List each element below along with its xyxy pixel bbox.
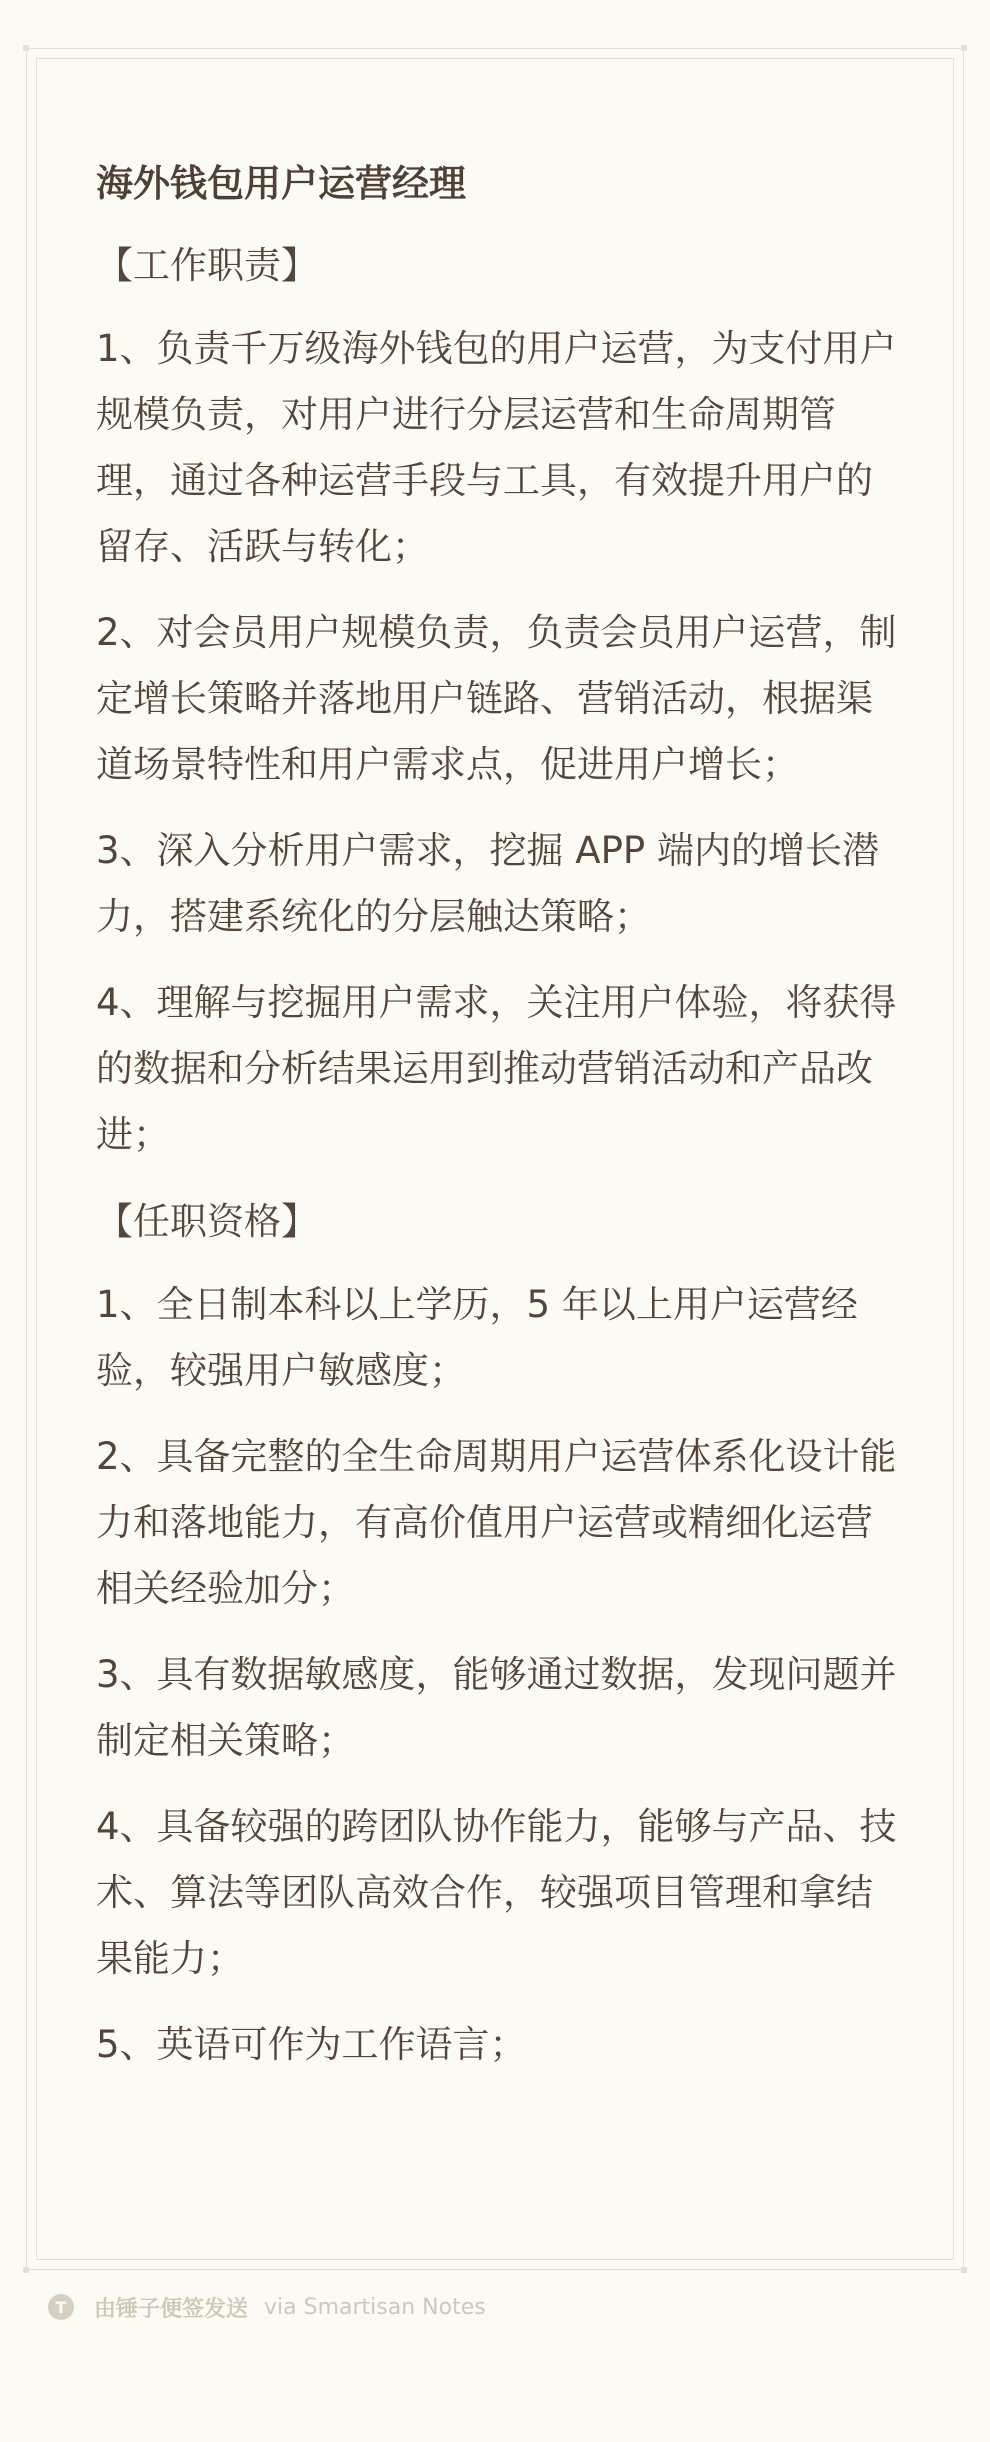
footer-via-label: via Smartisan Notes <box>264 2294 486 2320</box>
qualifications-heading: 【任职资格】 <box>96 1200 318 1243</box>
footer-sent-label: 由锤子便签发送 <box>94 2296 249 2322</box>
responsibility-item: 1、负责千万级海外钱包的用户运营，为支付用户规模负责，对用户进行分层运营和生命周期管理，通过各种运营手段与工具，有效提升用户的留存、活跃与转化； <box>96 327 897 568</box>
frame-corner-bottom-right <box>961 2267 967 2273</box>
smartisan-notes-icon: T <box>48 2294 74 2320</box>
responsibilities-list <box>96 316 906 1168</box>
qualification-item: 1、全日制本科以上学历，5 年以上用户运营经验，较强用户敏感度； <box>96 1283 858 1392</box>
frame-corner-top-right <box>961 45 967 51</box>
qualification-item: 5、英语可作为工作语言； <box>96 2023 527 2066</box>
frame-corner-bottom-left <box>23 2267 29 2273</box>
qualification-item: 3、具有数据敏感度，能够通过数据，发现问题并制定相关策略； <box>96 1653 897 1762</box>
note-title: 海外钱包用户运营经理 <box>96 162 466 205</box>
qualification-item: 2、具备完整的全生命周期用户运营体系化设计能力和落地能力，有高价值用户运营或精细化运营相关经验加分； <box>96 1435 897 1610</box>
qualification-item: 4、具备较强的跨团队协作能力，能够与产品、技术、算法等团队高效合作，较强项目管理和拿结果能力； <box>96 1805 897 1980</box>
responsibilities-heading: 【工作职责】 <box>96 244 318 287</box>
note-content <box>96 150 906 2098</box>
footer <box>48 2290 486 2324</box>
responsibility-item: 3、深入分析用户需求，挖掘 APP 端内的增长潜力，搭建系统化的分层触达策略； <box>96 829 879 938</box>
responsibility-item: 4、理解与挖掘用户需求，关注用户体验，将获得的数据和分析结果运用到推动营销活动和产品改进； <box>96 981 897 1156</box>
qualifications-list <box>96 1272 906 2078</box>
responsibility-item: 2、对会员用户规模负责，负责会员用户运营，制定增长策略并落地用户链路、营销活动，根据渠道场景特性和用户需求点，促进用户增长； <box>96 611 897 786</box>
frame-corner-top-left <box>23 45 29 51</box>
